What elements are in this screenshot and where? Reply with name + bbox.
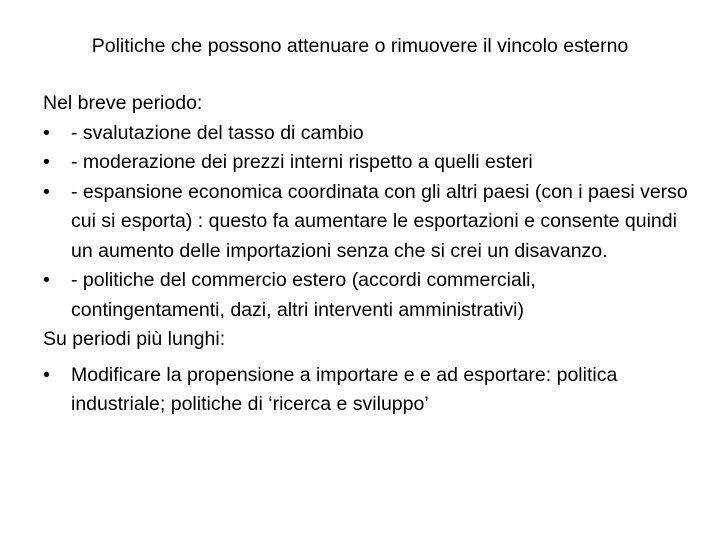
list-item (43, 119, 693, 149)
section-heading-long-term: Su periodi più lunghi: (43, 328, 226, 350)
slide-body (43, 89, 693, 420)
section-heading-short-term: Nel breve periodo: (43, 92, 203, 114)
list-item-text: - svalutazione del tasso di cambio (71, 121, 364, 144)
list-item-text: Modificare la propensione a importare e e ad esportare: politica industriale; politiche di ‘ricerca e sviluppo’ (71, 363, 618, 415)
list-item (43, 148, 693, 178)
bullet-icon: • (43, 363, 50, 386)
bullet-icon: • (43, 151, 50, 173)
list-item-text: - politiche del commercio estero (accordi commerciali, contingentamenti, dazi, altri interventi amministrativi) (71, 269, 536, 321)
list-item (43, 266, 693, 325)
list-item (43, 178, 693, 267)
short-term-list (43, 119, 693, 326)
bullet-icon: • (43, 121, 50, 144)
bullet-icon: • (43, 180, 50, 203)
list-item (43, 361, 693, 420)
list-item-text: - moderazione dei prezzi interni rispetto a quelli esteri (71, 151, 533, 173)
long-term-list (43, 361, 693, 420)
slide-title: Politiche che possono attenuare o rimuovere il vincolo esterno (91, 35, 629, 57)
list-item-text: - espansione economica coordinata con gli altri paesi (con i paesi verso cui si esporta) : questo fa aumentare le esportazioni e consente quindi un aumento delle importazioni senza che si crei un disavanzo. (71, 180, 688, 262)
bullet-icon: • (43, 269, 50, 291)
